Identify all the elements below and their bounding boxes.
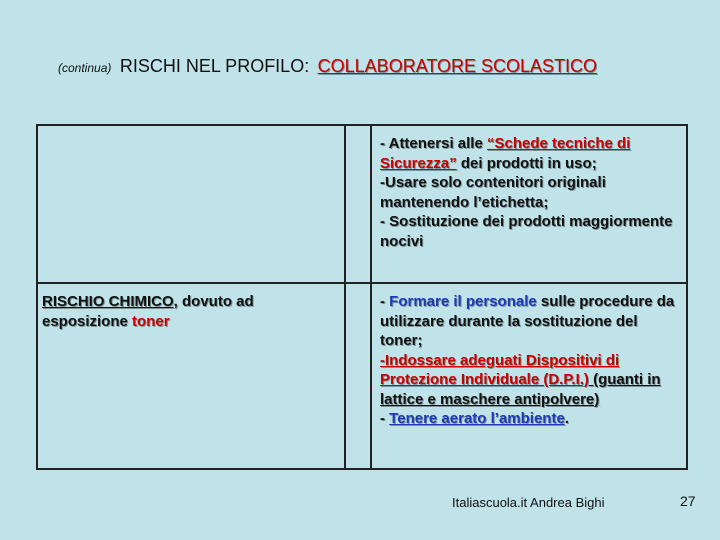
risk-cell [38,282,346,468]
risk-accent: toner [132,312,170,330]
slide-header [58,56,597,77]
risk-table [36,124,688,470]
table-spacer [346,282,370,468]
measure-item: - Tenere aerato l’ambiente. [380,410,569,427]
measure-item: -Usare solo contenitori originali mantenendo l’etichetta; [380,174,606,211]
slide-title: RISCHI NEL PROFILO: [119,56,310,76]
risk-label: RISCHIO CHIMICO [42,293,174,310]
measure-item: - Attenersi alle “Schede tecniche di Sicurezza” dei prodotti in uso; [380,135,631,172]
risk-cell-empty [38,126,346,282]
continued-label: (continua) [58,61,112,75]
page-number: 27 [680,493,696,509]
table-spacer [346,126,370,282]
measure-item: - Sostituzione dei prodotti maggiormente nocivi [380,213,673,250]
measure-item: - Formare il personale sulle procedure da utilizzare durante la sostituzione del toner; [380,293,675,349]
measures-cell-1 [370,126,686,282]
measure-item: -Indossare adeguati Dispositivi di Protezione Individuale (D.P.I.) (guanti in lattice e maschere antipolvere) [380,351,661,408]
risk-text: , dovuto ad esposizione [42,293,254,330]
footer-credit: Italiascuola.it Andrea Bighi [452,495,605,510]
measures-cell-2 [370,282,686,468]
slide-title-accent: COLLABORATORE SCOLASTICO [317,56,598,76]
